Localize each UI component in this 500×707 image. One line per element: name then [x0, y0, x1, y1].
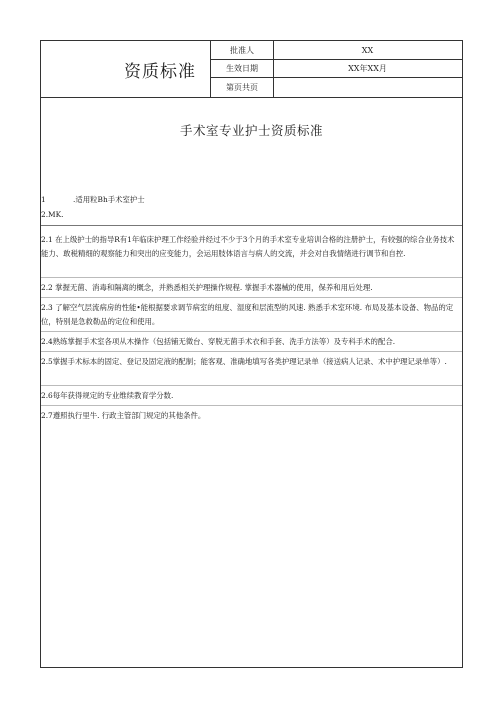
- paragraph-divider: [41, 385, 462, 386]
- effective-date-value: XX年XX月: [348, 63, 387, 73]
- header-row-pages: [211, 78, 462, 97]
- item-2-heading: 2.MK.: [41, 210, 64, 219]
- document-title: 手术室专业护士资质标准: [179, 123, 323, 138]
- header-row-approver: [211, 41, 462, 60]
- header-title: 资质标准: [41, 41, 211, 97]
- paragraph-divider: [41, 331, 462, 332]
- paragraph-divider: [41, 405, 462, 406]
- approver-label: 批准人: [211, 41, 274, 59]
- pages-label: 第页共页: [211, 78, 274, 97]
- item-1-text: .适用粒Bh手术室护士: [73, 195, 145, 204]
- header-row-effective-date: [211, 59, 462, 78]
- header-table: [41, 41, 462, 98]
- paragraph-2-1: 2.1 在上级护士的指导R有1年临床护理工作经验并经过不少于3个月的手术室专业培训合格的注册护士，有较强的综合业务技术能力、敢税精细的观察能力和突出的应变能力，会运用肢体语言与病人的交流，并会对自我情绪进行调节和自控.: [41, 235, 455, 258]
- paragraph-2-4: 2.4熟练掌握手术室各项从木操作（包括铺无徵台、穿脱无菌手术衣和手套、洗手方法等）及专科手术的配合.: [41, 337, 396, 346]
- section-divider: [41, 225, 462, 226]
- paragraph-divider: [41, 277, 462, 278]
- item-1-number: 1: [41, 195, 46, 204]
- pages-value: [273, 78, 462, 97]
- document-frame: [40, 40, 463, 668]
- paragraph-2-7: 2.7遵照执行里牛. 行政主管部门规定的其他条件。: [41, 411, 206, 420]
- item-1: [41, 193, 462, 207]
- paragraph-2-5: 2.5掌握手术标本的固定、登记及固定液的配制；能客观、准确地填写各类护理记录单（接送病人记录、术中护理记录单等）.: [41, 357, 447, 366]
- paragraph-divider: [41, 351, 462, 352]
- effective-date-label: 生效日期: [211, 59, 274, 77]
- approver-value: XX: [361, 45, 374, 55]
- paragraph-divider: [41, 297, 462, 298]
- paragraph-2-2: 2.2 掌握无菌、消毒和隔离的概念，并熟悉相关护理操作规程. 掌握手术器械的使用，保养和用后处理.: [41, 283, 373, 292]
- paragraph-2-3: 2.3 了解空气层流病房的性能•能根据要求调节病室的纽度、湿度和层流型的风速. 熟悉手术室环境. 布局及基本设备、物品的定位，特别是急救勒品的定位和使用。: [41, 303, 454, 326]
- paragraph-2-6: 2.6每年获得规定的专业维续教育学分数.: [41, 391, 174, 400]
